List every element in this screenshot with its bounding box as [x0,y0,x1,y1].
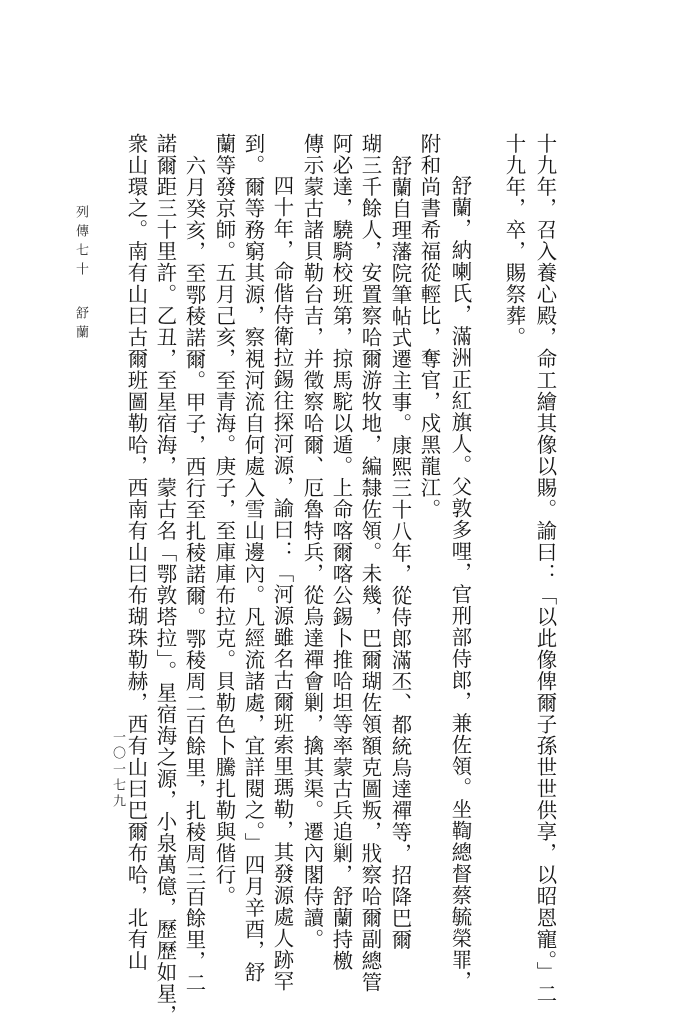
text-column: 十九年，卒，賜祭葬。 [502,133,527,348]
text-column: 舒蘭，納喇氏，滿洲正紅旗人。父敦多哩，官刑部侍郎，兼佐領。坐鞫總督蔡毓榮罪， [448,175,473,992]
text-column: 到。爾等務窮其源，察視河流自何處入雪山邊內。凡經流諸處，宜詳閱之。」四月辛酉，舒 [241,133,266,983]
text-column: 四十年，命偕侍衛拉錫往探河源，諭曰：「河源雖名古爾班索里瑪勒，其發源處人跡罕 [270,175,295,992]
text-column: 十九年，召入養心殿，命工繪其像以賜。諭曰：「以此像俾爾子孫世世供享，以昭恩寵。」二 [533,133,558,1005]
text-column: 阿必達，驍騎校班第，掠馬駝以遁。上命喀爾喀公錫卜推哈坦等率蒙古兵追剿，舒蘭持檄 [329,133,354,972]
margin-chapter-title: 列傳七十 [73,205,88,281]
text-column: 諾爾距三十里許。乙丑，至星宿海，蒙古名「鄂敦塔拉」。星宿海之源，小泉萬億，歷歷如星， [153,133,178,1026]
text-column: 附和尚書希福從輕比，奪官，戍黑龍江。 [417,133,442,520]
text-column: 瑚三千餘人，安置察哈爾游牧地，編隸佐領。未幾，巴爾瑚佐領額克圖叛，戕察哈爾副總管 [358,133,383,993]
margin-biography-name: 舒蘭 [73,306,88,344]
page-number: 一〇一七九 [110,730,125,810]
text-column: 傳示蒙古諸貝勒台吉，并徵察哈爾、厄魯特兵，從烏達禪會剿，擒其渠。遷內閣侍讀。 [300,133,325,950]
text-column: 六月癸亥，至鄂稜諾爾。甲子，西行至扎稜諾爾。鄂稜周二百餘里，扎稜周三百餘里，二 [182,155,207,994]
text-column: 蘭等發京師。五月己亥，至青海。庚子，至庫庫布拉克。貝勒色卜騰扎勒與偕行。 [212,133,237,907]
text-column: 舒蘭自理藩院筆帖式遷主事。康熙三十八年，從侍郎滿丕、都統烏達禪等，招降巴爾 [388,155,413,951]
text-column: 衆山環之。南有山曰古爾班圖勒哈，西南有山曰布瑚珠勒赫，西有山曰巴爾布哈，北有山 [124,133,149,972]
